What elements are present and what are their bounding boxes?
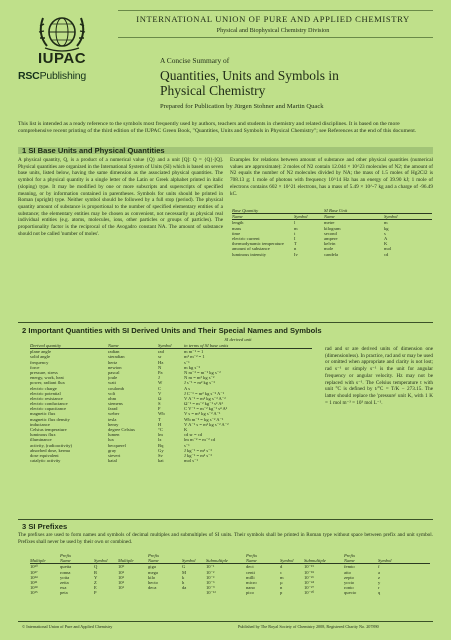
base-table-group-header-cell: SI Base Unit bbox=[324, 208, 348, 213]
prepared-by: Prepared for Publication by Jürgen Stohner and Martin Quack bbox=[160, 103, 324, 110]
derived-table-row-cell: H bbox=[158, 421, 162, 427]
base-table-row-cell: candela bbox=[324, 251, 339, 257]
prefix-row-cell: R bbox=[94, 569, 98, 575]
derived-table-row-cell: radian bbox=[108, 349, 120, 355]
prefix-row-cell: µ bbox=[280, 579, 283, 585]
base-table-row-cell: length bbox=[232, 220, 244, 226]
prefix-row-cell: 10⁶ bbox=[118, 569, 125, 575]
derived-table-row-cell: rad bbox=[158, 349, 164, 355]
derived-table-row-cell: sr bbox=[158, 354, 162, 360]
division-name: Physical and Biophysical Chemistry Division bbox=[216, 27, 330, 34]
prefix-row-cell: p bbox=[280, 590, 283, 596]
base-table-row-cell: ampere bbox=[324, 235, 338, 241]
base-table-col-header-cell: Name bbox=[232, 214, 243, 220]
prefix-col-header-cell: Name bbox=[246, 558, 257, 564]
globe-emblem-icon bbox=[31, 10, 93, 52]
derived-table-row-cell: force bbox=[30, 364, 40, 370]
prefix-row-cell: 10⁹ bbox=[118, 564, 125, 570]
derived-table-row-cell: joule bbox=[108, 375, 118, 381]
document-title bbox=[160, 68, 430, 98]
prefix-row-cell: z bbox=[378, 574, 381, 580]
derived-table-row-cell: magnetic flux bbox=[30, 411, 56, 417]
derived-table-row-cell: pressure, stress bbox=[30, 369, 58, 375]
base-table-row-cell: luminous intensity bbox=[232, 251, 267, 257]
prefix-row-cell: 10⁻¹² bbox=[206, 590, 216, 596]
base-table-row-cell: K bbox=[384, 241, 388, 247]
base-table-row-cell: kilogram bbox=[324, 225, 341, 231]
derived-table-row-cell: electric capacitance bbox=[30, 406, 67, 412]
derived-table-row-cell: luminous flux bbox=[30, 432, 56, 438]
derived-table-row-cell: lm bbox=[158, 432, 163, 438]
derived-table-row-cell: T bbox=[158, 416, 161, 422]
derived-table-row-cell: V A⁻¹ = m² kg s⁻³ A⁻² bbox=[184, 395, 226, 401]
prefix-row-cell: Y bbox=[94, 574, 98, 580]
derived-units-table bbox=[30, 343, 312, 463]
section3-rule bbox=[18, 519, 433, 520]
base-table-row-cell: T bbox=[294, 241, 297, 247]
footer-right: Published by The Royal Society of Chemistry 2008, Registered Charity No. 207890 bbox=[238, 624, 379, 629]
base-table-row-cell: time bbox=[232, 230, 241, 236]
prefix-group-label: Prefix bbox=[60, 553, 72, 558]
derived-table-row-cell: steradian bbox=[108, 354, 125, 360]
prefix-row-cell: q bbox=[378, 590, 381, 596]
derived-table-row-cell: cd sr = cd bbox=[184, 432, 203, 438]
prefix-row-cell: 10⁻²⁷ bbox=[304, 585, 314, 591]
prefix-col-header-cell: Submultiple bbox=[304, 558, 326, 564]
section2-rule bbox=[18, 322, 433, 323]
prefix-row-cell: yotta bbox=[60, 574, 70, 580]
base-table-row-cell: second bbox=[324, 230, 337, 236]
prefix-row-cell: m bbox=[280, 574, 284, 580]
derived-table-row bbox=[30, 458, 312, 463]
prefix-row-cell: femto bbox=[344, 564, 355, 570]
prefix-row-cell: yocto bbox=[344, 579, 355, 585]
derived-table-row-cell: lx bbox=[158, 437, 162, 443]
prefix-col-header-cell: Submultiple bbox=[206, 558, 228, 564]
section2-side-text: rad and sr are derived units of dimension one (dimensionless). In practice, rad and sr may be used or omitted when appropriate and clarity is not lost; rad s⁻¹ or simply s⁻¹ is the unit for angular frequency or angular velocity. Hz may not be replaced with s⁻¹. The Celsius temperature t with unit °C is defined by t/°C = T/K − 273.15. The latter should replace the 'pressure' unit K, with 1 K = 1 mol m⁻³ = 10³ mol L⁻¹. bbox=[325, 346, 433, 406]
section1-left-text: A physical quantity, Q, is a product of a numerical value {Q} and a unit [Q]: Q = {Q}·[Q]. Physical quantities are organized in the International System of Units (SI) which is based on seven base units, listed below, having the same dimension as the associated physical quantities. The symbol for a physical quantity is a single letter of the Latin or Greek alphabet printed in italic (sloping) type. It may be modified by one or more subscripts and superscripts of specified meaning, or by information contained in parentheses. Symbols for units should be printed in Roman (upright) type. Neither symbol should be followed by a full stop (period). The physical quantity amount of substance is proportional to the number of specified elementary entities of a substance; the elementary entities may be chosen as convenient, not necessarily as physical real individual entities (e.g. atoms, molecules, ions, other particles or groups of particles). The proportionality factor is the reciprocal of the Avogadro constant NA. The amount of substance should not be called 'number of moles'. bbox=[18, 157, 223, 237]
prefix-row-cell: y bbox=[378, 579, 381, 585]
derived-table-row-cell: sievert bbox=[108, 452, 121, 458]
prefix-row-cell: micro bbox=[246, 579, 257, 585]
prefix-row-cell: quetta bbox=[60, 564, 72, 570]
derived-table-row-cell: electric potential bbox=[30, 390, 61, 396]
header-rule-top bbox=[118, 10, 433, 11]
base-table-row bbox=[232, 252, 432, 257]
derived-table-row-cell: Celsius temperature bbox=[30, 427, 67, 432]
prefix-row-cell: 10⁻¹⁵ bbox=[304, 564, 314, 570]
derived-table-row-cell: Bq bbox=[158, 442, 164, 448]
base-table-row-cell: l bbox=[294, 220, 296, 226]
prefix-col-header-cell: Multiple bbox=[30, 558, 46, 564]
derived-table-row-cell: solid angle bbox=[30, 354, 51, 360]
base-table-group-header-cell: Base Quantity bbox=[232, 208, 259, 213]
prefix-col-header-cell: Symbol bbox=[94, 558, 108, 564]
derived-table-row-cell: Hz bbox=[158, 359, 164, 365]
prefix-col-header-cell: Symbol bbox=[182, 558, 196, 564]
base-table-row-cell: n bbox=[294, 246, 297, 252]
prefix-row-cell: nano bbox=[246, 585, 255, 591]
derived-table-row-cell: dose equivalent bbox=[30, 452, 59, 458]
derived-table-row-cell: C bbox=[158, 385, 162, 391]
prefix-row-cell: kilo bbox=[148, 574, 156, 580]
derived-table-row-cell: s⁻¹ bbox=[184, 359, 190, 365]
derived-table-row-cell: J s⁻¹ = m² kg s⁻³ bbox=[184, 380, 215, 386]
prefix-row-cell: Z bbox=[94, 579, 97, 585]
derived-table-row-cell: lm m⁻² = m⁻² cd bbox=[184, 437, 216, 443]
prefix-row-cell: P bbox=[94, 590, 97, 596]
base-table-col-header-cell: Symbol bbox=[384, 214, 398, 220]
derived-table-row-cell: V A⁻¹ s = m² kg s⁻² A⁻² bbox=[184, 421, 229, 427]
derived-table-row-cell: volt bbox=[108, 390, 116, 396]
base-table-group-header-cell bbox=[384, 208, 414, 213]
publisher-suffix: Publishing bbox=[39, 70, 87, 82]
base-units-table bbox=[232, 208, 432, 257]
derived-table-row-cell: N m = m² kg s⁻² bbox=[184, 375, 215, 381]
derived-table-row-cell: J bbox=[158, 375, 160, 381]
derived-table-row-cell: newton bbox=[108, 364, 122, 370]
derived-table-row-cell: energy, work, heat bbox=[30, 375, 64, 381]
prefix-row-cell: a bbox=[378, 569, 381, 575]
base-table-row-cell: mass bbox=[232, 225, 242, 231]
derived-super-header: SI derived unit bbox=[224, 337, 252, 342]
publisher-logo bbox=[18, 70, 106, 82]
derived-table-row-cell: V s = m² kg s⁻² A⁻¹ bbox=[184, 411, 221, 417]
base-table-row-cell: Iv bbox=[294, 251, 298, 257]
prefix-row-cell bbox=[118, 590, 148, 595]
prefix-row-cell: 10³ bbox=[118, 574, 124, 580]
derived-table-row-cell: plane angle bbox=[30, 349, 52, 355]
derived-table-row-cell: Ω⁻¹ = m⁻² kg⁻¹ s³ A² bbox=[184, 401, 223, 407]
derived-table-header-cell: Symbol bbox=[158, 343, 172, 348]
publisher-prefix: RSC bbox=[18, 70, 40, 82]
derived-table-row-cell: C V⁻¹ = m⁻² kg⁻¹ s⁴ A² bbox=[184, 406, 228, 412]
prefix-row-cell: n bbox=[280, 585, 283, 591]
prefix-row-cell: f bbox=[378, 564, 380, 570]
base-table-row-cell: mole bbox=[324, 246, 334, 252]
prefix-row-cell: M bbox=[182, 569, 187, 575]
title-line-1: Quantities, Units and Symbols in bbox=[160, 68, 339, 83]
derived-table-row-cell: electric charge bbox=[30, 385, 57, 391]
derived-table-row-cell: lumen bbox=[108, 432, 120, 438]
derived-table-row-cell: J kg⁻¹ = m² s⁻² bbox=[184, 447, 212, 453]
derived-table-row-cell: Gy bbox=[158, 447, 164, 453]
prefix-col-header-cell: Name bbox=[60, 558, 71, 564]
prefix-row-cell: exa bbox=[60, 585, 67, 591]
derived-table-row-cell: °C bbox=[158, 427, 163, 432]
prefix-col-header-cell: Symbol bbox=[280, 558, 294, 564]
derived-table-row-cell: lux bbox=[108, 437, 114, 443]
prefix-row-cell: c bbox=[280, 569, 283, 575]
section1-right-text: Examples for relations between amount of substance and other physical quantities (numerical values are approximate): 2 moles of N2 contain 12.044 × 10^23 molecules of N2; the amount of N2 equals the number of N2 molecules divided by NA; the mass of 1.5 moles of Hg2Cl2 is 708.13 g; 1 mole of photons with frequency 10^14 Hz has an energy of 39.90 kJ; 1 mole of electrons contains 602 × 10^21 electrons, has a mass of 5.49 × 10^-7 kg and a charge of -96.49 kC. bbox=[230, 157, 433, 197]
prefix-row-cell: Q bbox=[94, 564, 98, 570]
derived-table-row-cell: power, radiant flux bbox=[30, 380, 65, 386]
derived-table-row-cell: weber bbox=[108, 411, 120, 417]
prefix-row-cell: E bbox=[94, 585, 97, 591]
derived-table-row-cell: henry bbox=[108, 421, 119, 427]
prefix-row-cell: 10¹⁸ bbox=[30, 585, 38, 591]
derived-table-row-cell: A s bbox=[184, 385, 190, 391]
base-table-row-cell: metre bbox=[324, 220, 335, 226]
prefix-row-cell: d bbox=[280, 564, 283, 570]
prefix-row-cell: atto bbox=[344, 569, 351, 575]
derived-table-row-cell: coulomb bbox=[108, 385, 125, 391]
prefix-row-cell: centi bbox=[246, 569, 255, 575]
derived-table-row-cell: farad bbox=[108, 406, 118, 412]
iupac-logo bbox=[18, 10, 106, 82]
prefix-row-cell: G bbox=[182, 564, 186, 570]
derived-table-row-cell: activity, (radioactivity) bbox=[30, 442, 73, 448]
derived-table-row-cell: m² m⁻² = 1 bbox=[184, 354, 205, 360]
derived-table-row-cell: tesla bbox=[108, 416, 117, 422]
base-table-row-cell: I bbox=[294, 235, 296, 241]
base-table-row-cell: amount of substance bbox=[232, 246, 270, 252]
prefix-row-cell: 10⁻⁹ bbox=[206, 585, 215, 591]
base-table-row-cell: m bbox=[294, 225, 298, 231]
prefix-row-cell: 10⁻² bbox=[206, 569, 215, 575]
base-table-row-cell: kelvin bbox=[324, 241, 336, 247]
derived-table-row-cell: kat bbox=[158, 458, 164, 464]
derived-table-row-cell: W bbox=[158, 380, 163, 386]
prefix-row-cell: 10²⁴ bbox=[30, 574, 38, 580]
prefix-col-header-cell: Multiple bbox=[118, 558, 134, 564]
prefix-row-cell: 10¹ bbox=[118, 585, 124, 591]
prefix-group-label: Prefix bbox=[148, 553, 160, 558]
derived-table-header-cell: Derived quantity bbox=[30, 343, 61, 348]
base-table-row-cell: cd bbox=[384, 251, 389, 257]
derived-table-row-cell: magnetic flux density bbox=[30, 416, 70, 422]
derived-table-row-cell: V bbox=[158, 390, 162, 396]
prefix-group-header bbox=[30, 553, 430, 558]
derived-table-row-cell: catalytic activity bbox=[30, 458, 61, 464]
header-rule-bottom bbox=[118, 37, 433, 38]
prefix-row-cell: mega bbox=[148, 569, 158, 575]
derived-table-row-cell: Wb m⁻² = kg s⁻² A⁻¹ bbox=[184, 416, 224, 422]
prefix-row-cell: 10⁻²¹ bbox=[304, 574, 314, 580]
section3-heading: 3 SI Prefixes bbox=[22, 522, 68, 531]
derived-table-row-cell: absorbed dose, kerma bbox=[30, 447, 70, 453]
prefix-row-cell: 10⁻⁶ bbox=[206, 579, 215, 585]
prefix-row-cell: h bbox=[182, 579, 185, 585]
prefix-group-label: Prefix bbox=[344, 553, 356, 558]
derived-table-header-cell: Name bbox=[108, 343, 119, 348]
derived-table-row-cell: inductance bbox=[30, 421, 50, 427]
derived-table-row-cell: s⁻¹ bbox=[184, 442, 190, 448]
derived-table-row-cell: electric resistance bbox=[30, 395, 63, 401]
base-table-row-cell: electric current bbox=[232, 235, 260, 241]
derived-table-row-cell: J kg⁻¹ = m² s⁻² bbox=[184, 452, 212, 458]
section3-text: The prefixes are used to form names and symbols of decimal multiples and submultiples of SI units. Their symbols shall be printed in Roman type without space between prefix and unit symbol. Prefixes shall never be used by their own or combined. bbox=[18, 532, 433, 545]
derived-table-row-cell: illuminance bbox=[30, 437, 52, 443]
derived-table-row-cell: Ω bbox=[158, 395, 162, 401]
derived-table-row-cell: frequency bbox=[30, 359, 49, 365]
base-table-row-cell: A bbox=[384, 235, 388, 241]
prefix-row-cell: da bbox=[182, 585, 187, 591]
base-table-row-cell: s bbox=[384, 230, 386, 236]
prefix-row-cell: 10⁻³⁰ bbox=[304, 590, 315, 596]
prefix-row-cell: k bbox=[182, 574, 185, 580]
prefix-row-cell: 10⁻²⁴ bbox=[304, 579, 314, 585]
base-table-col-header-cell: Name bbox=[324, 214, 335, 220]
prefix-row-cell: 10⁻³ bbox=[206, 574, 215, 580]
base-table-col-header-cell: Symbol bbox=[294, 214, 308, 220]
prefix-row-cell: r bbox=[378, 585, 380, 591]
prefix-row bbox=[30, 590, 430, 595]
prefix-col-header-cell: Name bbox=[148, 558, 159, 564]
base-table-group-header-cell bbox=[294, 208, 324, 213]
derived-table-row-cell: K bbox=[184, 427, 188, 432]
prefix-row-cell bbox=[148, 590, 182, 595]
prefix-row-cell: 10¹⁵ bbox=[30, 590, 38, 596]
base-table-row-cell: m bbox=[384, 220, 388, 226]
derived-table-row-cell: katal bbox=[108, 458, 117, 464]
derived-table-row-cell: becquerel bbox=[108, 442, 126, 448]
base-table-row-cell: thermodynamic temperature bbox=[232, 241, 284, 247]
prefix-table bbox=[30, 553, 430, 596]
prefix-row-cell: milli bbox=[246, 574, 255, 580]
derived-table-row-cell: Wb bbox=[158, 411, 165, 417]
prefix-row-cell: zepto bbox=[344, 574, 354, 580]
prefix-row-cell: 10²⁷ bbox=[30, 569, 38, 575]
derived-table-row-cell: N m⁻² = m⁻¹ kg s⁻² bbox=[184, 369, 221, 375]
section1-heading: 1 SI Base Units and Physical Quantities bbox=[22, 146, 165, 155]
derived-table-row-cell: F bbox=[158, 406, 161, 412]
footer-rule bbox=[18, 621, 433, 622]
derived-table-row-cell: m kg s⁻² bbox=[184, 364, 201, 370]
derived-table-row-cell: Pa bbox=[158, 369, 163, 375]
prefix-row-cell: deca bbox=[148, 585, 157, 591]
section2-heading: 2 Important Quantities with SI Derived Units and Their Special Names and Symbols bbox=[22, 326, 322, 335]
organization-name: INTERNATIONAL UNION OF PURE AND APPLIED CHEMISTRY bbox=[136, 14, 410, 24]
prefix-row-cell: 10⁻¹⁸ bbox=[304, 569, 314, 575]
derived-table-row-cell: pascal bbox=[108, 369, 120, 375]
prefix-group-label: Prefix bbox=[246, 553, 258, 558]
derived-table-row-cell: Sv bbox=[158, 452, 163, 458]
prefix-row-cell: ronna bbox=[60, 569, 71, 575]
derived-table-header-cell: in terms of SI base units bbox=[184, 343, 229, 348]
derived-table-row-cell: N bbox=[158, 364, 162, 370]
derived-table-row-cell: hertz bbox=[108, 359, 118, 365]
derived-table-row-cell: S bbox=[158, 401, 161, 407]
kicker: A Concise Summary of bbox=[160, 56, 230, 65]
prefix-col-header-cell: Name bbox=[344, 558, 355, 564]
base-table-row-cell: kg bbox=[384, 225, 389, 231]
prefix-row-cell: 10²¹ bbox=[30, 579, 38, 585]
intro-paragraph: This list is intended as a ready reference to the symbols most frequently used by authors, teachers and students in chemistry and related disciplines. It is based on the more comprehensive recent printing of the third edition of the IUPAC Green Book, "Quantities, Units and Symbols in Physical Chemistry"; see References at the end of this document. bbox=[18, 121, 417, 135]
prefix-row-cell: deci bbox=[246, 564, 254, 570]
derived-table-row-cell: mol s⁻¹ bbox=[184, 458, 198, 464]
prefix-row-cell: zetta bbox=[60, 579, 69, 585]
prefix-row-cell: peta bbox=[60, 590, 68, 596]
prefix-row-cell: quecto bbox=[344, 590, 357, 596]
base-table-row-cell: mol bbox=[384, 246, 392, 252]
prefix-row-cell: giga bbox=[148, 564, 156, 570]
logo-wordmark: IUPAC bbox=[37, 50, 87, 67]
prefix-row-cell: 10² bbox=[118, 579, 124, 585]
derived-table-row-cell: electric conductance bbox=[30, 401, 68, 407]
derived-table-row-cell: watt bbox=[108, 380, 116, 386]
title-line-2: Physical Chemistry bbox=[160, 83, 266, 98]
base-table-row-cell: t bbox=[294, 230, 296, 236]
prefix-row-cell: hecto bbox=[148, 579, 158, 585]
footer-left: © International Union of Pure and Applied Chemistry bbox=[22, 624, 113, 629]
prefix-col-header-cell: Symbol bbox=[378, 558, 392, 564]
derived-table-row-cell: gray bbox=[108, 447, 117, 453]
prefix-row-cell: 10⁻¹ bbox=[206, 564, 215, 570]
derived-table-row-cell: degree Celsius bbox=[108, 427, 135, 432]
derived-table-row-cell: ohm bbox=[108, 395, 117, 401]
prefix-row-cell: ronto bbox=[344, 585, 354, 591]
derived-table-row-cell: J C⁻¹ = m² kg s⁻³ A⁻¹ bbox=[184, 390, 225, 396]
derived-table-row-cell: m m⁻¹ = 1 bbox=[184, 349, 204, 355]
prefix-row-cell bbox=[182, 590, 206, 595]
prefix-row-cell: pico bbox=[246, 590, 254, 596]
derived-table-row-cell: siemens bbox=[108, 401, 123, 407]
prefix-row-cell: 10³⁰ bbox=[30, 564, 38, 570]
